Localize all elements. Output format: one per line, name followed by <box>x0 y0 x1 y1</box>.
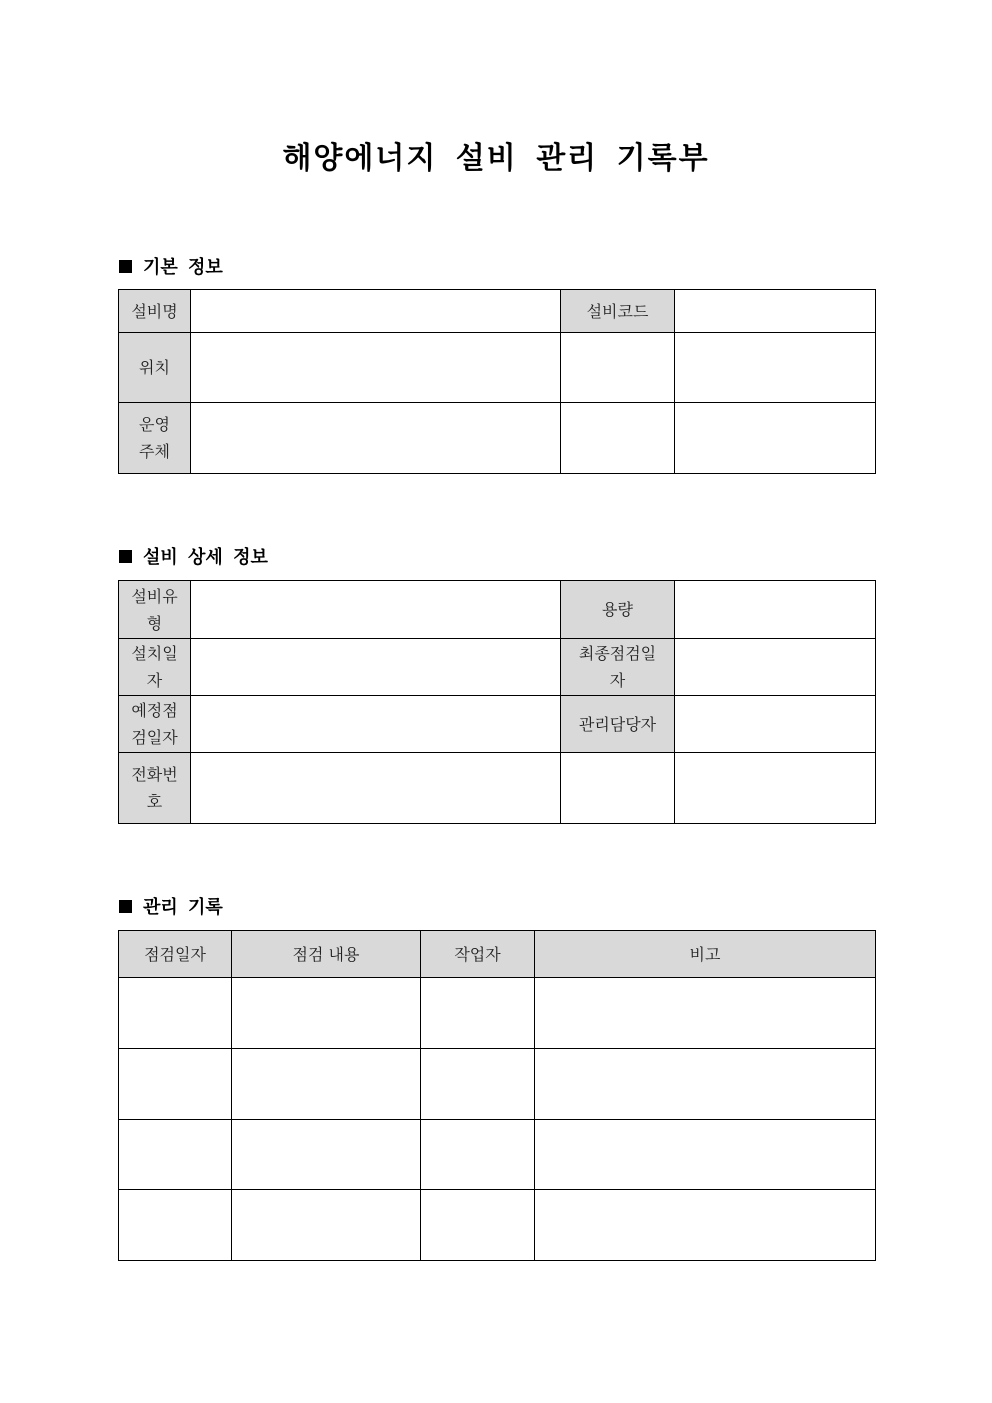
field-install-date[interactable] <box>191 639 561 696</box>
label-equipment-code: 설비코드 <box>561 290 675 333</box>
label-scheduled-inspection-date <box>119 696 191 753</box>
cell-inspection-date[interactable] <box>119 1120 232 1190</box>
cell-worker[interactable] <box>421 1120 535 1190</box>
cell-remarks[interactable] <box>535 978 876 1049</box>
field-equipment-type[interactable] <box>191 581 561 639</box>
field-blank-3[interactable] <box>561 403 675 474</box>
cell-worker[interactable] <box>421 978 535 1049</box>
field-equipment-code[interactable] <box>675 290 876 333</box>
label-operator <box>119 403 191 474</box>
table-row <box>119 1190 876 1261</box>
cell-inspection-date[interactable] <box>119 1190 232 1261</box>
label-install-date-text: 설치일 자 <box>131 644 178 690</box>
label-capacity: 용량 <box>561 581 675 639</box>
label-last-inspection-date <box>561 639 675 696</box>
section-heading-basic-info <box>119 253 223 279</box>
cell-inspection-date[interactable] <box>119 978 232 1049</box>
field-operator[interactable] <box>191 403 561 474</box>
field-equipment-name[interactable] <box>191 290 561 333</box>
detail-info-table <box>118 580 876 824</box>
table-row <box>119 1120 876 1190</box>
column-header-worker: 작업자 <box>421 931 535 978</box>
field-phone[interactable] <box>191 753 561 824</box>
label-operator-text: 운영 주체 <box>139 415 170 461</box>
label-install-date <box>119 639 191 696</box>
field-scheduled-inspection-date[interactable] <box>191 696 561 753</box>
label-phone-text: 전화번 호 <box>131 765 178 811</box>
label-equipment-type <box>119 581 191 639</box>
cell-inspection-details[interactable] <box>232 978 421 1049</box>
management-log-table <box>118 930 876 1261</box>
field-blank-4[interactable] <box>675 403 876 474</box>
field-blank-1[interactable] <box>561 333 675 403</box>
column-header-inspection-details: 점검 내용 <box>232 931 421 978</box>
cell-inspection-details[interactable] <box>232 1120 421 1190</box>
table-row <box>119 978 876 1049</box>
field-blank-6[interactable] <box>675 753 876 824</box>
label-phone <box>119 753 191 824</box>
section-heading-management-log <box>119 893 223 919</box>
column-header-remarks: 비고 <box>535 931 876 978</box>
field-blank-5[interactable] <box>561 753 675 824</box>
field-manager[interactable] <box>675 696 876 753</box>
section-heading-label: 기본 정보 <box>143 257 223 278</box>
label-equipment-name: 설비명 <box>119 290 191 333</box>
label-last-inspection-date-text: 최종점검일 자 <box>578 644 657 690</box>
cell-inspection-date[interactable] <box>119 1049 232 1120</box>
section-heading-label: 관리 기록 <box>143 897 223 918</box>
label-manager: 관리담당자 <box>561 696 675 753</box>
field-blank-2[interactable] <box>675 333 876 403</box>
document-title: 해양에너지 설비 관리 기록부 <box>282 141 710 176</box>
column-header-inspection-date: 점검일자 <box>119 931 232 978</box>
field-last-inspection-date[interactable] <box>675 639 876 696</box>
table-row <box>119 1049 876 1120</box>
label-scheduled-inspection-date-text: 예정점 검일자 <box>131 701 178 747</box>
cell-remarks[interactable] <box>535 1190 876 1261</box>
cell-remarks[interactable] <box>535 1049 876 1120</box>
label-location: 위치 <box>119 333 191 403</box>
cell-inspection-details[interactable] <box>232 1049 421 1120</box>
square-bullet-icon <box>119 260 132 273</box>
field-location[interactable] <box>191 333 561 403</box>
section-heading-detail-info <box>119 543 268 569</box>
square-bullet-icon <box>119 900 132 913</box>
square-bullet-icon <box>119 550 132 563</box>
basic-info-table <box>118 289 876 474</box>
label-equipment-type-text: 설비유 형 <box>131 586 178 633</box>
field-capacity[interactable] <box>675 581 876 639</box>
cell-inspection-details[interactable] <box>232 1190 421 1261</box>
cell-worker[interactable] <box>421 1190 535 1261</box>
cell-worker[interactable] <box>421 1049 535 1120</box>
cell-remarks[interactable] <box>535 1120 876 1190</box>
section-heading-label: 설비 상세 정보 <box>143 547 268 568</box>
